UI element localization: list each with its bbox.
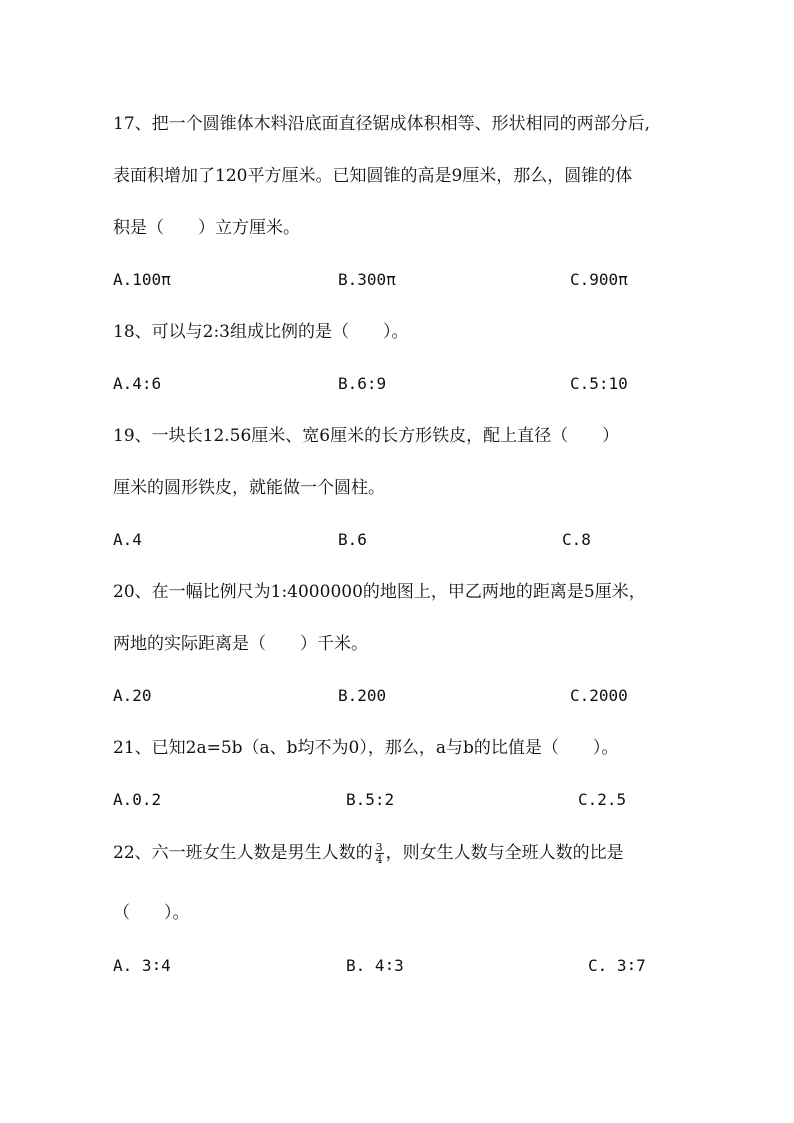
- q20-option-c: C.2000: [570, 686, 628, 705]
- q17-option-c: C.900π: [570, 270, 628, 289]
- q21-option-a: A.0.2: [113, 790, 162, 809]
- q19-option-b: B.6: [338, 530, 367, 549]
- q17-option-b: B.300π: [338, 270, 396, 289]
- q19-option-c: C.8: [562, 530, 591, 549]
- q18-option-c: C.5:10: [570, 374, 628, 393]
- q22-line-1-prefix: 22、六一班女生人数是男生人数的: [113, 843, 373, 863]
- q22-option-c: C. 3∶7: [588, 956, 646, 975]
- q22-option-a: A. 3∶4: [113, 956, 171, 975]
- q21-line-1: 21、已知2a=5b（a、b均不为0），那么，a与b的比值是（ ）。: [113, 738, 619, 758]
- fraction-denominator: 4: [375, 853, 383, 866]
- q22-line-1: [113, 842, 624, 865]
- q19-line-1: 19、一块长12.56厘米、宽6厘米的长方形铁皮，配上直径（ ）: [113, 426, 620, 446]
- q19-option-a: A.4: [113, 530, 142, 549]
- q18-option-b: B.6:9: [338, 374, 387, 393]
- q20-option-a: A.20: [113, 686, 152, 705]
- q17-line-2: 表面积增加了120平方厘米。已知圆锥的高是9厘米，那么，圆锥的体: [113, 166, 633, 186]
- q22-option-b: B. 4∶3: [346, 956, 404, 975]
- q20-line-2: 两地的实际距离是（ ）千米。: [113, 634, 368, 654]
- fraction: [375, 842, 384, 865]
- fraction-numerator: 3: [375, 841, 383, 854]
- q21-option-c: C.2.5: [578, 790, 627, 809]
- q21-option-b: B.5:2: [346, 790, 395, 809]
- q18-option-a: A.4:6: [113, 374, 162, 393]
- q22-line-1-suffix: ，则女生人数与全班人数的比是: [385, 843, 624, 863]
- q17-line-3: 积是（ ）立方厘米。: [113, 218, 300, 238]
- q22-line-2: （ ）。: [113, 903, 190, 923]
- q20-line-1: 20、在一幅比例尺为1:4000000的地图上，甲乙两地的距离是5厘米，: [113, 582, 646, 602]
- q17-option-a: A.100π: [113, 270, 171, 289]
- q17-line-1: 17、把一个圆锥体木料沿底面直径锯成体积相等、形状相同的两部分后,: [113, 114, 651, 134]
- q19-line-2: 厘米的圆形铁皮，就能做一个圆柱。: [113, 478, 385, 498]
- q20-option-b: B.200: [338, 686, 387, 705]
- q18-line-1: 18、可以与2:3组成比例的是（ ）。: [113, 322, 409, 342]
